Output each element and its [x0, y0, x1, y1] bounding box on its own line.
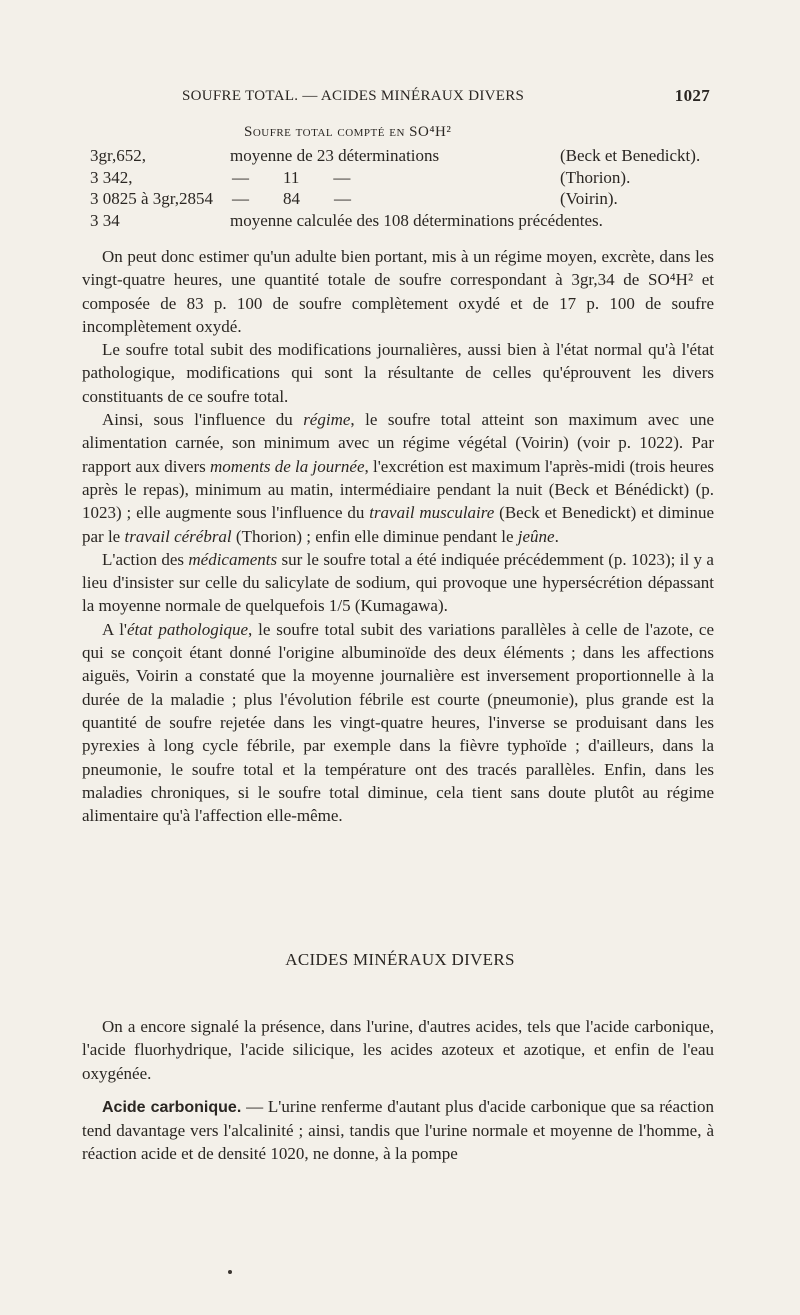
table-row	[90, 146, 710, 168]
text-run: A l'	[102, 619, 127, 639]
subsection-lead: Acide carbonique.	[102, 1098, 242, 1116]
paragraph	[82, 548, 714, 618]
italic-term: travail musculaire	[369, 503, 495, 523]
paragraph: On peut donc estimer qu'un adulte bien portant, mis à un régime moyen, excrète, dans les vingt-quatre heures, une quantité totale de soufre correspondant à 3gr,34 de SO⁴H² et composée de 83 p. 100 de soufre complètement oxydé et de 17 p. 100 de soufre incomplètement oxydé.	[82, 247, 714, 336]
table-row	[90, 189, 710, 211]
row-value: 3 34	[90, 211, 120, 230]
paragraph: Le soufre total subit des modifications journalières, aussi bien à l'état normal qu'à l'état pathologique, modifications qui sont la résultante de celles qu'éprouvent les divers constituants de ce soufre total.	[82, 340, 714, 406]
row-source: (Beck et Benedickt).	[560, 146, 701, 165]
row-description: — 84 —	[232, 189, 351, 208]
italic-term: moments de la journée	[210, 456, 365, 476]
running-title: SOUFRE TOTAL. — ACIDES MINÉRAUX DIVERS	[182, 88, 525, 104]
body-text-top	[82, 245, 714, 827]
text-run: .	[554, 526, 559, 546]
row-value: 3gr,652,	[90, 146, 146, 165]
text-run: sur le soufre total a été indiquée précédemment (p. 1023); il y a lieu d'insister sur celle du salicylate de sodium, qui provoque une hypersécrétion dépassant la moyenne normale de quelquefois 1/5 (Kumagawa).	[82, 549, 714, 616]
italic-term: médicaments	[188, 549, 278, 569]
print-speck	[228, 1270, 232, 1274]
text-run: (Thorion) ; enfin elle diminue pendant le	[231, 526, 518, 546]
paragraph	[82, 618, 714, 828]
table-heading: Soufre total compté en SO⁴H²	[244, 124, 452, 140]
section-title: ACIDES MINÉRAUX DIVERS	[285, 950, 515, 969]
row-source: (Voirin).	[560, 189, 618, 208]
text-run: (Beck et Benedickt) et diminue par le	[82, 503, 715, 546]
text-run: L'action des	[102, 549, 189, 569]
row-description: — 11 —	[232, 168, 351, 187]
row-value: 3 0825 à 3gr,2854	[90, 189, 214, 208]
page-number: 1027	[674, 86, 710, 105]
row-value: 3 342,	[90, 168, 133, 187]
text-run: — L'urine renferme d'autant plus d'acide carbonique que sa réaction tend davantage vers l'alcalinité ; ainsi, tandis que l'urine normale et moyenne de l'homme, à réaction acide et de densité 1020, ne donne, à la pompe	[82, 1096, 714, 1164]
italic-term: jeûne	[517, 526, 555, 546]
paragraph: On a encore signalé la présence, dans l'urine, d'autres acides, tels que l'acide carbonique, l'acide fluorhydrique, l'acide silicique, les acides azoteux et azotique, et enfin de l'eau oxygénée.	[82, 1017, 714, 1083]
row-description: moyenne calculée des 108 déterminations précédentes.	[230, 211, 603, 230]
table-row	[90, 168, 710, 190]
italic-term: état pathologique	[126, 619, 249, 639]
text-run: Ainsi, sous l'influence du	[102, 410, 304, 430]
table-row	[90, 211, 710, 233]
paragraph	[82, 408, 714, 548]
body-text-bottom	[82, 1015, 714, 1166]
row-description: moyenne de 23 déterminations	[230, 146, 440, 165]
text-run: , l'excrétion est maximum l'après-midi (trois heures après le repas), minimum au matin, intermédiaire pendant la nuit (Beck et Bénédickt) (p. 1023) ; elle augmente sous l'influence du	[82, 456, 714, 523]
italic-term: régime	[303, 410, 351, 430]
italic-term: travail cérébral	[124, 526, 232, 546]
text-run: , le soufre total subit des variations parallèles à celle de l'azote, ce qui se conçoit étant donné l'origine albuminoïde des deux éléments ; dans les affections aiguës, Voirin a constaté que la moyenne journalière est inversement proportionnelle à la durée de la maladie ; plus l'évolution fébrile est courte (pneumonie), plus grande est la quantité de soufre rejetée dans les vingt-quatre heures, l'inverse se produisant dans les pyrexies à long cycle fébrile, par exemple dans la fièvre typhoïde ; d'ailleurs, dans la pneumonie, le soufre total et la température ont des tracés parallèles. Enfin, dans les maladies chroniques, si le soufre total diminue, cela tient sans doute plutôt au régime alimentaire qu'à l'affection elle-même.	[82, 619, 715, 826]
running-header	[182, 88, 710, 112]
row-source: (Thorion).	[560, 168, 631, 187]
text-run: , le soufre total atteint son maximum avec une alimentation carnée, son minimum avec un régime végétal (Voirin) (voir p. 1022). Par rapport aux divers	[82, 410, 714, 476]
paragraph	[82, 1095, 714, 1166]
